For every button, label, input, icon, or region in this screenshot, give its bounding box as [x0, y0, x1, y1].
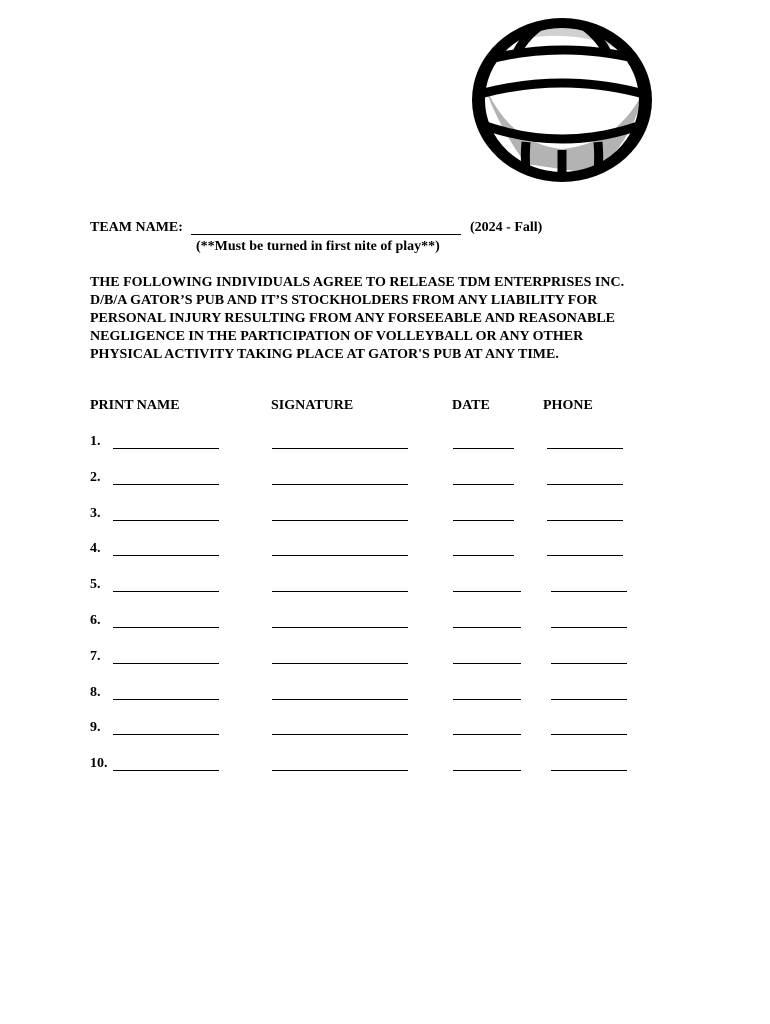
column-header-print-name: PRINT NAME	[90, 398, 180, 413]
signature-field[interactable]	[272, 520, 408, 521]
signature-field[interactable]	[272, 663, 408, 664]
column-header-signature: SIGNATURE	[271, 398, 354, 413]
column-header-date: DATE	[452, 398, 490, 413]
team-name-field[interactable]	[191, 234, 461, 235]
print-name-field[interactable]	[113, 627, 219, 628]
release-line: D/B/A GATOR’S PUB AND IT’S STOCKHOLDERS FROM ANY LIABILITY FOR	[90, 293, 598, 308]
row-number: 3.	[90, 505, 101, 521]
submission-note: (**Must be turned in first nite of play**)	[196, 239, 440, 254]
date-field[interactable]	[453, 591, 521, 592]
phone-field[interactable]	[551, 734, 627, 735]
signature-field[interactable]	[272, 734, 408, 735]
phone-field[interactable]	[547, 520, 623, 521]
phone-field[interactable]	[551, 770, 627, 771]
date-field[interactable]	[453, 448, 514, 449]
team-name-label: TEAM NAME:	[90, 220, 183, 235]
date-field[interactable]	[453, 555, 514, 556]
phone-field[interactable]	[547, 555, 623, 556]
date-field[interactable]	[453, 663, 521, 664]
row-number: 4.	[90, 541, 101, 557]
signature-field[interactable]	[272, 555, 408, 556]
row-number: 10.	[90, 756, 108, 772]
date-field[interactable]	[453, 770, 521, 771]
date-field[interactable]	[453, 699, 521, 700]
print-name-field[interactable]	[113, 734, 219, 735]
release-line: PHYSICAL ACTIVITY TAKING PLACE AT GATOR'S PUB AT ANY TIME.	[90, 347, 559, 362]
print-name-field[interactable]	[113, 448, 219, 449]
print-name-field[interactable]	[113, 484, 219, 485]
signature-field[interactable]	[272, 627, 408, 628]
signature-field[interactable]	[272, 770, 408, 771]
row-number: 5.	[90, 577, 101, 593]
print-name-field[interactable]	[113, 555, 219, 556]
release-statement	[90, 274, 624, 364]
print-name-field[interactable]	[113, 520, 219, 521]
phone-field[interactable]	[547, 448, 623, 449]
date-field[interactable]	[453, 627, 521, 628]
row-number: 7.	[90, 648, 101, 664]
signature-field[interactable]	[272, 448, 408, 449]
release-line: THE FOLLOWING INDIVIDUALS AGREE TO RELEASE TDM ENTERPRISES INC.	[90, 275, 625, 290]
date-field[interactable]	[453, 520, 514, 521]
row-number: 2.	[90, 469, 101, 485]
row-number: 6.	[90, 613, 101, 628]
release-line: PERSONAL INJURY RESULTING FROM ANY FORSEEABLE AND REASONABLE	[90, 311, 615, 326]
print-name-field[interactable]	[113, 699, 219, 700]
date-field[interactable]	[453, 484, 514, 485]
volleyball-icon	[466, 14, 658, 186]
phone-field[interactable]	[551, 663, 627, 664]
signature-field[interactable]	[272, 699, 408, 700]
row-number: 9.	[90, 720, 101, 736]
column-header-phone: PHONE	[543, 398, 593, 413]
phone-field[interactable]	[551, 699, 627, 700]
signature-field[interactable]	[272, 591, 408, 592]
release-line: NEGLIGENCE IN THE PARTICIPATION OF VOLLEYBALL OR ANY OTHER	[90, 329, 584, 344]
print-name-field[interactable]	[113, 591, 219, 592]
phone-field[interactable]	[551, 627, 627, 628]
phone-field[interactable]	[551, 591, 627, 592]
print-name-field[interactable]	[113, 663, 219, 664]
date-field[interactable]	[453, 734, 521, 735]
phone-field[interactable]	[547, 484, 623, 485]
season-label: (2024 - Fall)	[470, 220, 543, 235]
row-number: 8.	[90, 684, 101, 700]
print-name-field[interactable]	[113, 770, 219, 771]
row-number: 1.	[90, 434, 101, 449]
signature-field[interactable]	[272, 484, 408, 485]
